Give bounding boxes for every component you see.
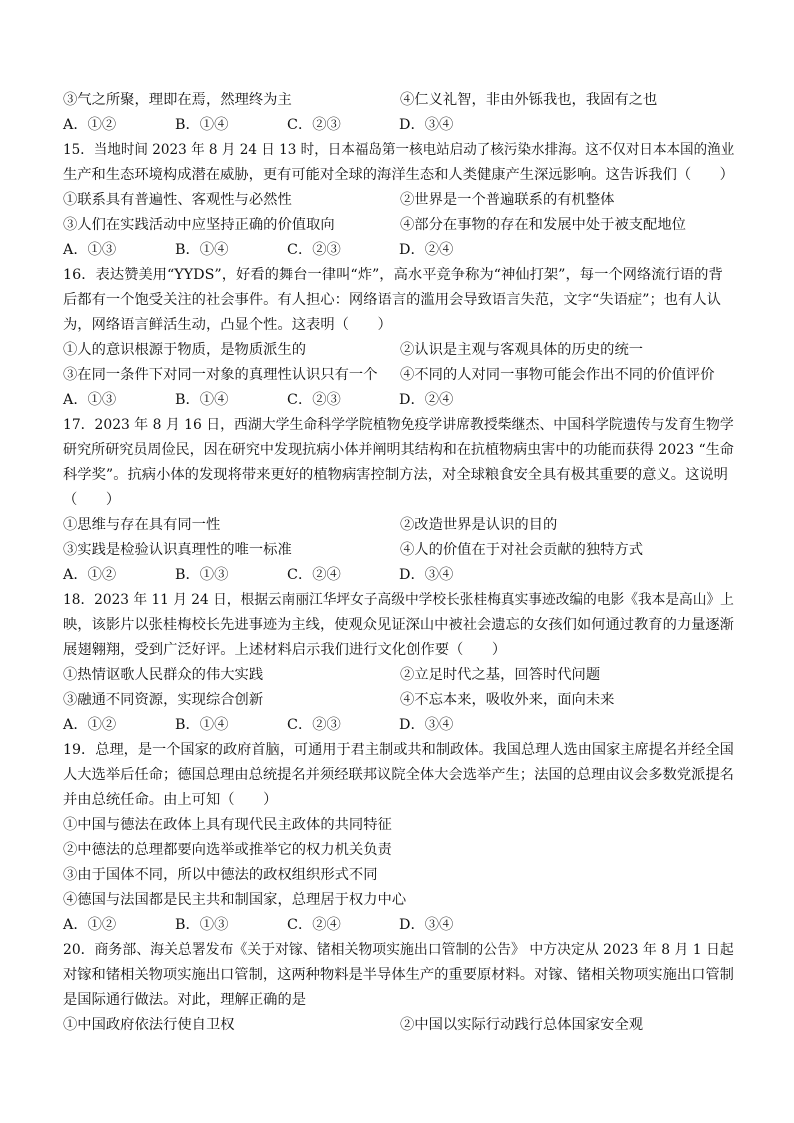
q16-stem-line-3: 为，网络语言鲜活生动，凸显个性。这表明（ ） (63, 317, 392, 333)
q15-option-3: ③人们在实践活动中应坚持正确的价值取向 (63, 217, 335, 233)
q20-option-2: ②中国以实际行动践行总体国家安全观 (400, 1017, 644, 1033)
q18-choice-a: A．①② (63, 717, 117, 733)
q17-option-2: ②改造世界是认识的目的 (400, 517, 558, 533)
q17-option-1: ①思维与存在具有同一性 (63, 517, 221, 533)
q19-choice-d: D．③④ (399, 917, 454, 933)
q18-option-4: ④不忘本来，吸收外来，面向未来 (400, 692, 615, 708)
q17-choice-c: C．②④ (287, 567, 341, 583)
q18-stem-line-3: 展翅翱翔，受到广泛好评。上述材料启示我们进行文化创作要（ ） (63, 642, 507, 658)
q20-stem-line-3: 是国际通行做法。对此，理解正确的是 (63, 992, 307, 1008)
q17-stem-line-4: （ ） (63, 492, 121, 508)
q14-option-3: ③气之所聚，理即在焉，然理终为主 (63, 92, 292, 108)
q15-choice-b: B．①④ (175, 242, 229, 258)
q19-choice-a: A．①② (63, 917, 117, 933)
q14-choice-a: A．①② (63, 117, 117, 133)
q18-stem-line-2: 映，该影片以张桂梅校长先进事迹为主线，使观众见证深山中被社会遗忘的女孩们如何通过教育的力量逐渐 (63, 617, 734, 633)
q15-stem-line-2: 生产和生态环境构成潜在威胁，更有可能对全球的海洋生态和人类健康产生深远影响。这告诉我们（ ） (63, 167, 734, 183)
q15-option-2: ②世界是一个普遍联系的有机整体 (400, 192, 615, 208)
q16-option-3: ③在同一条件下对同一对象的真理性认识只有一个 (63, 367, 378, 383)
q18-choice-d: D．③④ (399, 717, 454, 733)
q18-choice-c: C．②③ (287, 717, 341, 733)
q19-stem-line-1: 19．总理，是一个国家的政府首脑，可通用于君主制或共和制政体。我国总理人选由国家主席提名并经全国 (63, 742, 734, 758)
q16-choice-c: C．②③ (287, 392, 341, 408)
q15-choice-c: C．②③ (287, 242, 341, 258)
q15-option-1: ①联系具有普遍性、客观性与必然性 (63, 192, 292, 208)
q19-stem-line-2: 人大选举后任命；德国总理由总统提名并须经联邦议院全体大会选举产生；法国的总理由议会多数党派提名 (63, 767, 734, 783)
q14-choice-d: D．③④ (399, 117, 454, 133)
q20-stem-line-1: 20．商务部、海关总署发布《关于对镓、锗相关物项实施出口管制的公告》 中方决定从 2023 年 8 月 1 日起 (63, 942, 734, 958)
q19-option-1: ①中国与德法在政体上具有现代民主政体的共同特征 (63, 817, 392, 833)
q16-option-4: ④不同的人对同一事物可能会作出不同的价值评价 (400, 367, 715, 383)
q17-option-3: ③实践是检验认识真理性的唯一标准 (63, 542, 292, 558)
q19-option-4: ④德国与法国都是民主共和制国家，总理居于权力中心 (63, 892, 407, 908)
q17-stem-line-1: 17．2023 年 8 月 16 日，西湖大学生命科学学院植物免疫学讲席教授柴继杰、中国科学院遗传与发育生物学 (63, 417, 734, 433)
q17-choice-b: B．①③ (175, 567, 229, 583)
q17-option-4: ④人的价值在于对社会贡献的独特方式 (400, 542, 644, 558)
q19-stem-line-3: 并由总统任命。由上可知（ ） (63, 792, 278, 808)
q17-choice-a: A．①② (63, 567, 117, 583)
q16-stem-line-2: 后都有一个饱受关注的社会事件。有人担心：网络语言的滥用会导致语言失范，文字“失语症”；也有人认 (63, 292, 721, 308)
q15-stem-line-1: 15．当地时间 2023 年 8 月 24 日 13 时，日本福岛第一核电站启动了核污染水排海。这不仅对日本本国的渔业 (63, 142, 735, 158)
q14-choice-b: B．①④ (175, 117, 229, 133)
q18-option-2: ②立足时代之基，回答时代问题 (400, 667, 601, 683)
q15-option-4: ④部分在事物的存在和发展中处于被支配地位 (400, 217, 686, 233)
q19-option-2: ②中德法的总理都要向选举或推举它的权力机关负责 (63, 842, 392, 858)
q18-stem-line-1: 18．2023 年 11 月 24 日，根据云南丽江华坪女子高级中学校长张桂梅真实事迹改编的电影《我本是高山》上 (63, 592, 734, 608)
q16-choice-d: D．②④ (399, 392, 454, 408)
q16-choice-a: A．①③ (63, 392, 117, 408)
q19-choice-b: B．①③ (175, 917, 229, 933)
q18-choice-b: B．①④ (175, 717, 229, 733)
q17-stem-line-3: 科学奖”。抗病小体的发现将带来更好的植物病害控制方法，对全球粮食安全具有极其重要的意义。这说明 (63, 467, 728, 483)
q18-option-1: ①热情讴歌人民群众的伟大实践 (63, 667, 264, 683)
q14-choice-c: C．②③ (287, 117, 341, 133)
q16-option-2: ②认识是主观与客观具体的历史的统一 (400, 342, 644, 358)
q19-choice-c: C．②④ (287, 917, 341, 933)
q18-option-3: ③融通不同资源，实现综合创新 (63, 692, 264, 708)
q14-option-4: ④仁义礼智，非由外铄我也，我固有之也 (400, 92, 658, 108)
q17-choice-d: D．③④ (399, 567, 454, 583)
q16-choice-b: B．①④ (175, 392, 229, 408)
q15-choice-d: D．②④ (399, 242, 454, 258)
q20-stem-line-2: 对镓和锗相关物项实施出口管制，这两种物料是半导体生产的重要原材料。对镓、锗相关物项实施出口管制 (63, 967, 734, 983)
q17-stem-line-2: 研究所研究员周俭民，因在研究中发现抗病小体并阐明其结构和在抗植物病虫害中的功能而获得 2023 “生命 (63, 442, 734, 458)
q16-stem-line-1: 16．表达赞美用“YYDS”，好看的舞台一律叫“炸”，高水平竞争称为“神仙打架”，每一个网络流行语的背 (63, 267, 723, 283)
q16-option-1: ①人的意识根源于物质，是物质派生的 (63, 342, 307, 358)
q19-option-3: ③由于国体不同，所以中德法的政权组织形式不同 (63, 867, 378, 883)
q20-option-1: ①中国政府依法行使自卫权 (63, 1017, 235, 1033)
q15-choice-a: A．①③ (63, 242, 117, 258)
